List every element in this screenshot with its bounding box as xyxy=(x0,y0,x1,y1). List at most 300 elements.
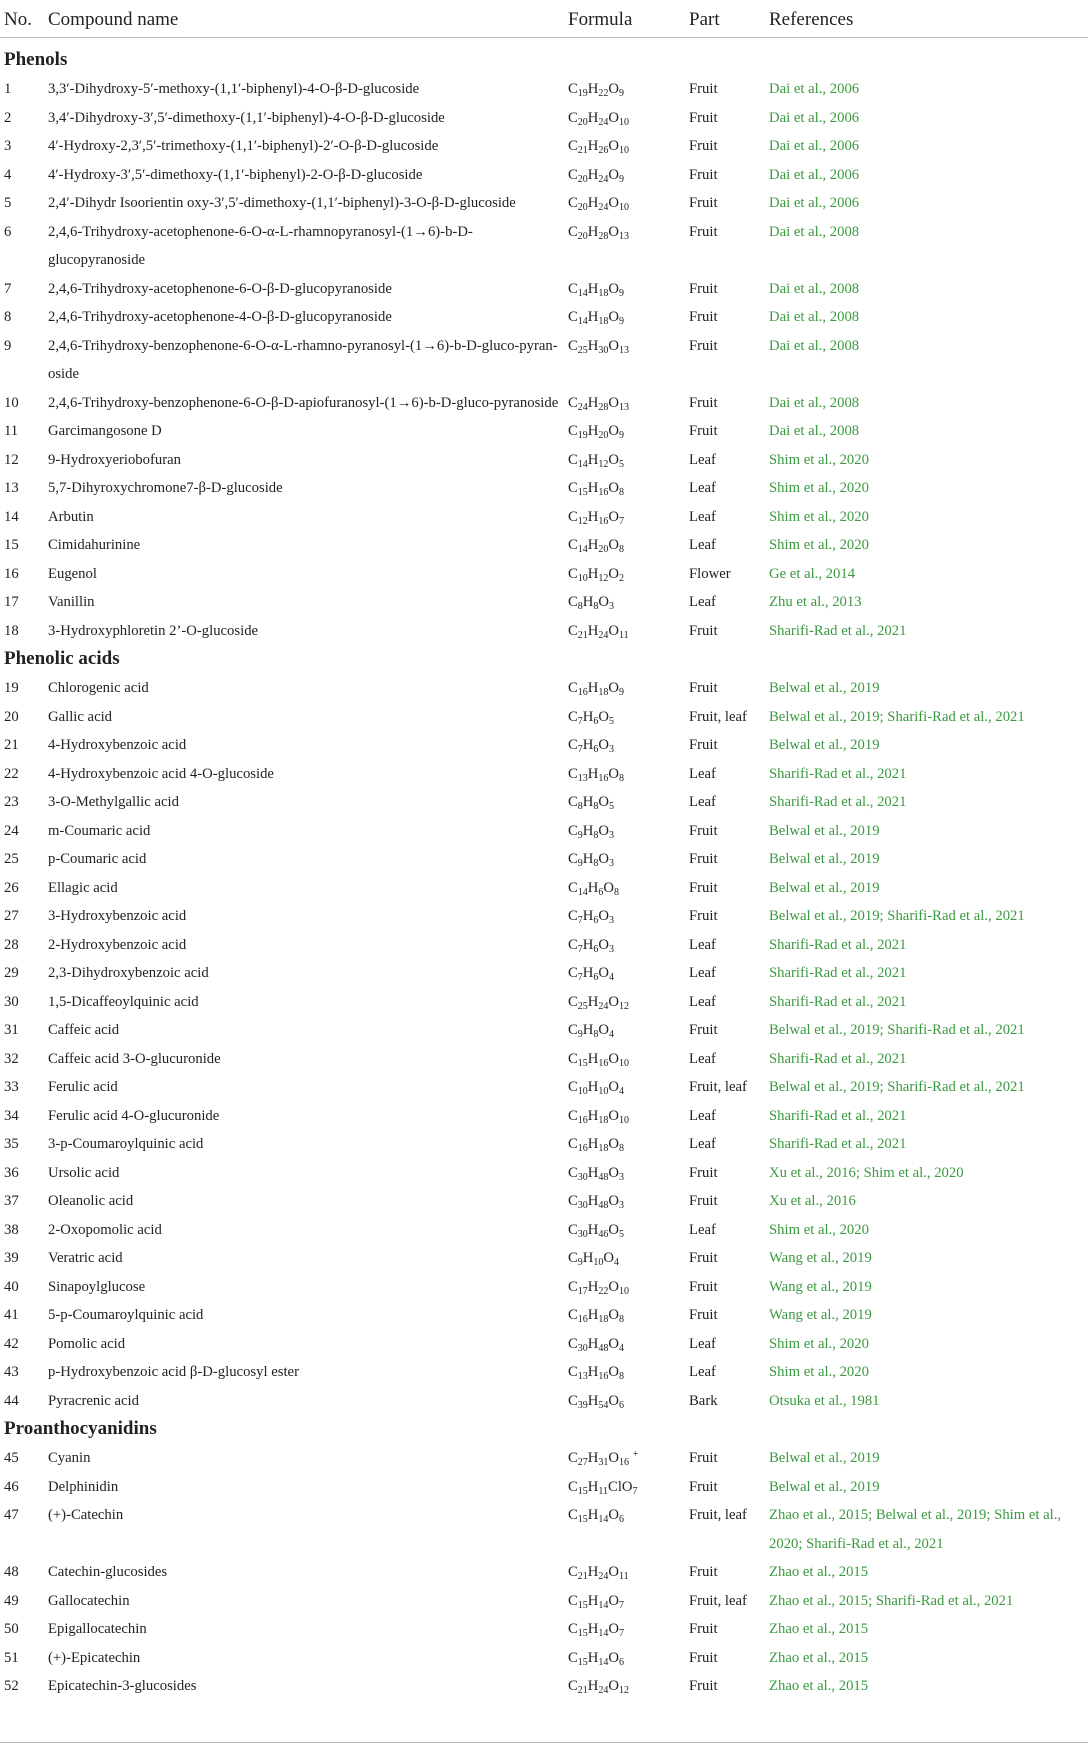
formula: $C_{20}H_{24}O_{10}$ xyxy=(568,195,630,213)
plant-part: Leaf xyxy=(689,451,716,468)
table-row xyxy=(0,1159,1088,1188)
plant-part: Fruit xyxy=(689,1250,718,1266)
formula: $C_{30}H_{48}O_4$ xyxy=(568,1335,625,1354)
row-number: 29 xyxy=(4,965,19,981)
compound-name: Sinapoylglucose xyxy=(48,1278,146,1295)
formula: $C_{21}H_{24}O_{11}$ xyxy=(568,622,629,641)
references[interactable]: Zhao et al., 2015; Sharifi-Rad et al., 2021 xyxy=(769,1592,1014,1609)
references[interactable]: Zhao et al., 2015 xyxy=(769,1678,869,1694)
table-row xyxy=(0,931,1088,960)
compound-name: Eugenol xyxy=(48,565,97,582)
row-number: 9 xyxy=(4,337,12,354)
formula: $C_8H_8O_5$ xyxy=(568,794,615,812)
row-number: 49 xyxy=(4,1592,19,1609)
compound-name: Gallic acid xyxy=(48,708,113,725)
compound-name: Chlorogenic acid xyxy=(48,680,149,696)
references[interactable]: Xu et al., 2016 xyxy=(769,1193,856,1209)
references[interactable]: Shim et al., 2020 xyxy=(769,1221,869,1238)
plant-part: Fruit xyxy=(689,879,718,896)
plant-part: Fruit xyxy=(689,1022,718,1038)
table-row xyxy=(0,1501,1088,1558)
row-number: 42 xyxy=(4,1335,19,1352)
section-heading-row xyxy=(0,645,1088,674)
formula: $C_{16}H_{18}O_8$ xyxy=(568,1136,625,1154)
references[interactable]: Zhu et al., 2013 xyxy=(769,594,862,610)
table-row xyxy=(0,389,1088,418)
plant-part: Bark xyxy=(689,1392,718,1409)
plant-part: Fruit xyxy=(689,622,718,639)
references[interactable]: Dai et al., 2006 xyxy=(769,166,860,183)
formula: $C_{19}H_{22}O_9$ xyxy=(568,81,625,99)
references[interactable]: Xu et al., 2016; Shim et al., 2020 xyxy=(769,1164,964,1181)
table-row xyxy=(0,1587,1088,1616)
compound-name: 4′-Hydroxy-3′,5′-dimethoxy-(1,1′-biphenyl)-2-O-β-D-glucoside xyxy=(48,166,423,183)
table-row xyxy=(0,1102,1088,1131)
formula: $C_{20}H_{24}O_9$ xyxy=(568,166,625,185)
formula: $C_{16}H_{18}O_8$ xyxy=(568,1307,625,1325)
references[interactable]: Dai et al., 2008 xyxy=(769,394,860,411)
row-number: 25 xyxy=(4,851,19,867)
table-row xyxy=(0,75,1088,104)
row-number: 11 xyxy=(4,423,19,439)
formula: $C_{14}H_{18}O_9$ xyxy=(568,280,625,299)
references[interactable]: Wang et al., 2019 xyxy=(769,1278,872,1295)
compound-name: Epicatechin-3-glucosides xyxy=(48,1678,197,1694)
table-header-row xyxy=(0,0,1088,39)
references[interactable]: Dai et al., 2006 xyxy=(769,195,860,211)
plant-part: Fruit xyxy=(689,280,718,297)
formula: $C_{15}H_{16}O_8$ xyxy=(568,480,625,498)
references[interactable]: Dai et al., 2008 xyxy=(769,423,860,439)
formula: $C_9H_8O_3$ xyxy=(568,822,615,841)
row-number: 45 xyxy=(4,1450,19,1466)
formula: $C_{16}H_{18}O_9$ xyxy=(568,680,625,698)
table-row xyxy=(0,1330,1088,1359)
row-number: 28 xyxy=(4,936,19,953)
plant-part: Fruit xyxy=(689,1164,718,1181)
plant-part: Fruit xyxy=(689,138,718,154)
references[interactable]: Belwal et al., 2019 xyxy=(769,1450,880,1466)
formula: $C_8H_8O_3$ xyxy=(568,594,615,612)
references[interactable]: Belwal et al., 2019 xyxy=(769,1478,880,1495)
table-row xyxy=(0,1016,1088,1045)
references[interactable]: Otsuka et al., 1981 xyxy=(769,1392,880,1409)
formula: $C_9H_{10}O_4$ xyxy=(568,1250,620,1268)
section-title: Proanthocyanidins xyxy=(4,1418,157,1439)
table-row xyxy=(0,902,1088,931)
plant-part: Fruit xyxy=(689,423,718,439)
references[interactable]: Shim et al., 2020 xyxy=(769,451,869,468)
table-row xyxy=(0,788,1088,817)
formula: $C_{10}H_{10}O_4$ xyxy=(568,1079,625,1097)
compound-name: Pyracrenic acid xyxy=(48,1392,139,1409)
plant-part: Fruit xyxy=(689,1621,718,1637)
references[interactable]: Dai et al., 2008 xyxy=(769,309,860,325)
header-formula: Formula xyxy=(568,8,633,30)
compound-name: 5,7-Dihyroxychromone7-β-D-glucoside xyxy=(48,480,283,496)
compound-name: Gallocatechin xyxy=(48,1592,130,1609)
plant-part: Leaf xyxy=(689,765,716,782)
row-number: 17 xyxy=(4,594,19,610)
references[interactable]: Wang et al., 2019 xyxy=(769,1307,872,1323)
formula: $C_{14}H_6O_8$ xyxy=(568,879,620,898)
table-row xyxy=(0,132,1088,161)
references[interactable]: Sharifi-Rad et al., 2021 xyxy=(769,936,907,953)
row-number: 18 xyxy=(4,622,19,639)
row-number: 51 xyxy=(4,1649,19,1666)
compound-name: 1,5-Dicaffeoylquinic acid xyxy=(48,993,199,1010)
table-row xyxy=(0,588,1088,617)
compound-name: Caffeic acid 3-O-glucuronide xyxy=(48,1050,221,1067)
plant-part: Leaf xyxy=(689,1107,716,1124)
row-number: 5 xyxy=(4,195,12,211)
formula: $C_{10}H_{12}O_2$ xyxy=(568,565,625,584)
row-number: 35 xyxy=(4,1136,19,1152)
formula: $C_{15}H_{14}O_7$ xyxy=(568,1621,625,1639)
references[interactable]: Zhao et al., 2015 xyxy=(769,1649,869,1666)
header-rule xyxy=(0,37,1088,38)
formula: $C_{16}H_{18}O_{10}$ xyxy=(568,1107,630,1126)
compound-name: Arbutin xyxy=(48,508,94,525)
table-row xyxy=(0,1473,1088,1502)
formula: $C_{20}H_{28}O_{13}$ xyxy=(568,223,630,242)
references[interactable]: Belwal et al., 2019; Sharifi-Rad et al., 2021 xyxy=(769,1079,1025,1095)
row-number: 37 xyxy=(4,1193,19,1209)
row-number: 38 xyxy=(4,1221,19,1238)
compound-name: Epigallocatechin xyxy=(48,1621,147,1637)
plant-part: Fruit xyxy=(689,1278,718,1295)
header-part: Part xyxy=(689,8,720,30)
row-number: 30 xyxy=(4,993,19,1010)
formula: $C_{15}H_{11}ClO_7$ xyxy=(568,1478,638,1497)
references[interactable]: Sharifi-Rad et al., 2021 xyxy=(769,965,907,981)
references[interactable]: Belwal et al., 2019; Sharifi-Rad et al., 2021 xyxy=(769,1022,1025,1038)
plant-part: Fruit, leaf xyxy=(689,708,747,725)
table-row xyxy=(0,874,1088,903)
references[interactable]: Wang et al., 2019 xyxy=(769,1250,872,1266)
plant-part: Fruit xyxy=(689,195,718,211)
references[interactable]: Sharifi-Rad et al., 2021 xyxy=(769,1050,907,1067)
table-row xyxy=(0,1444,1088,1473)
references[interactable]: Belwal et al., 2019 xyxy=(769,879,880,896)
table-row xyxy=(0,959,1088,988)
plant-part: Fruit xyxy=(689,337,718,354)
table-row xyxy=(0,1644,1088,1673)
references[interactable]: Shim et al., 2020 xyxy=(769,480,869,496)
table-row xyxy=(0,1130,1088,1159)
table-row xyxy=(0,1073,1088,1102)
plant-part: Fruit xyxy=(689,737,718,753)
row-number: 12 xyxy=(4,451,19,468)
compound-name: 3-Hydroxybenzoic acid xyxy=(48,908,187,924)
references[interactable]: Zhao et al., 2015 xyxy=(769,1621,869,1637)
row-number: 13 xyxy=(4,480,19,496)
table-row xyxy=(0,1615,1088,1644)
compound-name: Ursolic acid xyxy=(48,1164,120,1181)
compound-name: 2-Hydroxybenzoic acid xyxy=(48,936,187,953)
references[interactable]: Dai et al., 2006 xyxy=(769,109,860,126)
table-row xyxy=(0,617,1088,646)
section-heading-row xyxy=(0,39,1088,75)
table-row xyxy=(0,332,1088,389)
plant-part: Fruit xyxy=(689,166,718,183)
table-row xyxy=(0,275,1088,304)
table-row xyxy=(0,1045,1088,1074)
bottom-rule xyxy=(0,1742,1088,1743)
compound-name: Delphinidin xyxy=(48,1478,119,1495)
row-number: 36 xyxy=(4,1164,19,1181)
table-row xyxy=(0,845,1088,874)
compound-name: 3-Hydroxyphloretin 2’-O-glucoside xyxy=(48,622,259,639)
formula: $C_{15}H_{14}O_7$ xyxy=(568,1592,625,1611)
compound-name: 2-Oxopomolic acid xyxy=(48,1221,162,1238)
formula: $C_{12}H_{16}O_7$ xyxy=(568,508,625,527)
compound-name: 9-Hydroxyeriobofuran xyxy=(48,451,181,468)
row-number: 19 xyxy=(4,680,19,696)
plant-part: Fruit xyxy=(689,680,718,696)
references[interactable]: Belwal et al., 2019 xyxy=(769,851,880,867)
row-number: 23 xyxy=(4,794,19,810)
row-number: 10 xyxy=(4,394,19,411)
formula: $C_{13}H_{16}O_8$ xyxy=(568,1364,625,1382)
references[interactable]: Shim et al., 2020 xyxy=(769,537,869,553)
compound-name: (+)-Catechin xyxy=(48,1507,124,1523)
formula: $C_{21}H_{26}O_{10}$ xyxy=(568,138,630,156)
formula: $C_{25}H_{30}O_{13}$ xyxy=(568,337,630,356)
formula: $C_{15}H_{14}O_6$ xyxy=(568,1649,625,1668)
table-row xyxy=(0,1216,1088,1245)
formula: $C_7H_6O_4$ xyxy=(568,965,615,983)
table-row xyxy=(0,218,1088,275)
row-number: 44 xyxy=(4,1392,19,1409)
formula: $C_7H_6O_3$ xyxy=(568,908,615,926)
compound-name: Oleanolic acid xyxy=(48,1193,134,1209)
table-row xyxy=(0,1187,1088,1216)
plant-part: Fruit, leaf xyxy=(689,1079,747,1095)
compound-name: 3-O-Methylgallic acid xyxy=(48,794,179,810)
references[interactable]: Shim et al., 2020 xyxy=(769,1364,869,1380)
formula: $C_{25}H_{24}O_{12}$ xyxy=(568,993,630,1012)
row-number: 4 xyxy=(4,166,12,183)
table-row xyxy=(0,1672,1088,1701)
references[interactable]: Sharifi-Rad et al., 2021 xyxy=(769,622,907,639)
row-number: 34 xyxy=(4,1107,19,1124)
table-row xyxy=(0,1301,1088,1330)
references[interactable]: Shim et al., 2020 xyxy=(769,1335,869,1352)
compound-name: Ferulic acid 4-O-glucuronide xyxy=(48,1107,220,1124)
row-number: 16 xyxy=(4,565,19,582)
formula: $C_7H_6O_3$ xyxy=(568,737,615,755)
references[interactable]: Dai et al., 2008 xyxy=(769,337,860,354)
compound-name: Cyanin xyxy=(48,1450,91,1466)
references[interactable]: Belwal et al., 2019 xyxy=(769,737,880,753)
row-number: 2 xyxy=(4,109,12,126)
compound-name: 4-Hydroxybenzoic acid 4-O-glucoside xyxy=(48,765,274,782)
formula: $C_{30}H_{48}O_3$ xyxy=(568,1193,625,1211)
row-number: 20 xyxy=(4,708,19,725)
table-row xyxy=(0,161,1088,190)
compound-name: 2,4,6-Trihydroxy-benzophenone-6-O-α-L-rhamno-pyranosyl-(1→6)-b-D-gluco-pyran-oside xyxy=(48,337,558,382)
table-row xyxy=(0,703,1088,732)
formula: $C_{20}H_{24}O_{10}$ xyxy=(568,109,630,128)
table-body xyxy=(0,39,1088,1701)
table-row xyxy=(0,1244,1088,1273)
compound-name: p-Coumaric acid xyxy=(48,851,147,867)
table-row xyxy=(0,189,1088,218)
formula: $C_{30}H_{46}O_5$ xyxy=(568,1221,625,1240)
compound-name: p-Hydroxybenzoic acid β-D-glucosyl ester xyxy=(48,1364,299,1380)
formula: $C_{21}H_{24}O_{12}$ xyxy=(568,1678,630,1696)
row-number: 39 xyxy=(4,1250,19,1266)
row-number: 43 xyxy=(4,1364,19,1380)
plant-part: Leaf xyxy=(689,1221,716,1238)
table-row xyxy=(0,474,1088,503)
formula: $C_{15}H_{14}O_6$ xyxy=(568,1507,625,1525)
formula: $C_7H_6O_3$ xyxy=(568,936,615,955)
plant-part: Fruit xyxy=(689,1649,718,1666)
section-heading-row xyxy=(0,1415,1088,1444)
table-row xyxy=(0,988,1088,1017)
table-row xyxy=(0,104,1088,133)
formula: $C_{17}H_{22}O_{10}$ xyxy=(568,1278,630,1297)
plant-part: Leaf xyxy=(689,594,716,610)
row-number: 47 xyxy=(4,1507,19,1523)
plant-part: Fruit xyxy=(689,109,718,126)
plant-part: Leaf xyxy=(689,1050,716,1067)
formula: $C_{14}H_{18}O_9$ xyxy=(568,309,625,327)
compound-name: 3,4′-Dihydroxy-3′,5′-dimethoxy-(1,1′-biphenyl)-4-O-β-D-glucoside xyxy=(48,109,445,126)
compound-name: 3-p-Coumaroylquinic acid xyxy=(48,1136,204,1152)
table-row xyxy=(0,1387,1088,1416)
table-row xyxy=(0,674,1088,703)
row-number: 6 xyxy=(4,223,12,240)
row-number: 50 xyxy=(4,1621,19,1637)
references[interactable]: Zhao et al., 2015; Belwal et al., 2019; Shim et al., 2020; Sharifi-Rad et al., 2021 xyxy=(769,1507,1062,1552)
row-number: 15 xyxy=(4,537,19,553)
formula: $C_{24}H_{28}O_{13}$ xyxy=(568,394,630,413)
formula: $C_{30}H_{48}O_3$ xyxy=(568,1164,625,1183)
compound-name: 3,3′-Dihydroxy-5′-methoxy-(1,1′-biphenyl)-4-O-β-D-glucoside xyxy=(48,81,420,97)
references[interactable]: Shim et al., 2020 xyxy=(769,508,869,525)
references[interactable]: Zhao et al., 2015 xyxy=(769,1564,869,1580)
references[interactable]: Sharifi-Rad et al., 2021 xyxy=(769,765,907,782)
row-number: 48 xyxy=(4,1564,19,1580)
plant-part: Leaf xyxy=(689,1335,716,1352)
plant-part: Leaf xyxy=(689,480,716,496)
plant-part: Fruit xyxy=(689,1478,718,1495)
row-number: 33 xyxy=(4,1079,19,1095)
row-number: 31 xyxy=(4,1022,19,1038)
compound-name: 2,3-Dihydroxybenzoic acid xyxy=(48,965,209,981)
plant-part: Leaf xyxy=(689,1136,716,1152)
table-row xyxy=(0,446,1088,475)
header-no: No. xyxy=(4,8,32,30)
plant-part: Leaf xyxy=(689,794,716,810)
plant-part: Leaf xyxy=(689,508,716,525)
compound-name: m-Coumaric acid xyxy=(48,822,151,839)
compound-name: 2,4,6-Trihydroxy-acetophenone-6-O-β-D-glucopyranoside xyxy=(48,280,392,297)
references[interactable]: Belwal et al., 2019; Sharifi-Rad et al., 2021 xyxy=(769,908,1025,924)
references[interactable]: Dai et al., 2006 xyxy=(769,138,860,154)
row-number: 32 xyxy=(4,1050,19,1067)
compound-name: Cimidahurinine xyxy=(48,537,141,553)
formula: $C_{19}H_{20}O_9$ xyxy=(568,423,625,441)
table-row xyxy=(0,417,1088,446)
table-row xyxy=(0,1558,1088,1587)
plant-part: Fruit xyxy=(689,1193,718,1209)
references[interactable]: Ge et al., 2014 xyxy=(769,565,856,582)
formula: $C_9H_8O_4$ xyxy=(568,1022,615,1040)
plant-part: Leaf xyxy=(689,1364,716,1380)
section-title: Phenolic acids xyxy=(4,648,120,669)
table-row xyxy=(0,731,1088,760)
row-number: 27 xyxy=(4,908,19,924)
compound-name: 4′-Hydroxy-2,3′,5′-trimethoxy-(1,1′-biphenyl)-2′-O-β-D-glucoside xyxy=(48,138,439,154)
table-row xyxy=(0,560,1088,589)
plant-part: Fruit xyxy=(689,309,718,325)
compound-name: (+)-Epicatechin xyxy=(48,1649,141,1666)
references[interactable]: Belwal et al., 2019 xyxy=(769,822,880,839)
row-number: 22 xyxy=(4,765,19,782)
row-number: 8 xyxy=(4,309,12,325)
compound-name: Catechin-glucosides xyxy=(48,1564,168,1580)
table-row xyxy=(0,303,1088,332)
compound-name: 4-Hydroxybenzoic acid xyxy=(48,737,187,753)
table-row xyxy=(0,1273,1088,1302)
row-number: 3 xyxy=(4,138,12,154)
formula: $C_7H_6O_5$ xyxy=(568,708,615,727)
row-number: 14 xyxy=(4,508,19,525)
row-number: 26 xyxy=(4,879,19,896)
compound-name: Pomolic acid xyxy=(48,1335,126,1352)
plant-part: Leaf xyxy=(689,965,716,981)
compound-name: Caffeic acid xyxy=(48,1022,120,1038)
references[interactable]: Dai et al., 2008 xyxy=(769,223,860,240)
compound-name: 2,4,6-Trihydroxy-benzophenone-6-O-β-D-apiofuranosyl-(1→6)-b-D-gluco-pyranoside xyxy=(48,394,559,411)
compound-name: Garcimangosone D xyxy=(48,423,162,439)
references[interactable]: Dai et al., 2006 xyxy=(769,81,860,97)
references[interactable]: Belwal et al., 2019; Sharifi-Rad et al., 2021 xyxy=(769,708,1025,725)
formula: $C_{21}H_{24}O_{11}$ xyxy=(568,1564,629,1582)
formula: $C_{27}H_{31}O_{16}$ + xyxy=(568,1449,639,1468)
plant-part: Leaf xyxy=(689,537,716,553)
compound-name: 2,4,6-Trihydroxy-acetophenone-4-O-β-D-glucopyranoside xyxy=(48,309,392,325)
references[interactable]: Sharifi-Rad et al., 2021 xyxy=(769,993,907,1010)
row-number: 24 xyxy=(4,822,19,839)
references[interactable]: Dai et al., 2008 xyxy=(769,280,860,297)
references[interactable]: Sharifi-Rad et al., 2021 xyxy=(769,1107,907,1124)
references[interactable]: Sharifi-Rad et al., 2021 xyxy=(769,1136,907,1152)
section-title: Phenols xyxy=(4,49,68,70)
plant-part: Fruit xyxy=(689,822,718,839)
plant-part: Fruit xyxy=(689,1307,718,1323)
row-number: 7 xyxy=(4,280,12,297)
plant-part: Leaf xyxy=(689,993,716,1010)
references[interactable]: Sharifi-Rad et al., 2021 xyxy=(769,794,907,810)
formula: $C_9H_8O_3$ xyxy=(568,851,615,869)
table-row xyxy=(0,531,1088,560)
compound-name: 2,4′-Dihydr Isoorientin oxy-3′,5′-dimethoxy-(1,1′-biphenyl)-3-O-β-D-glucoside xyxy=(48,195,516,211)
header-compound-name: Compound name xyxy=(48,8,179,30)
row-number: 41 xyxy=(4,1307,19,1323)
header-references: References xyxy=(769,8,854,30)
formula: $C_{39}H_{54}O_6$ xyxy=(568,1392,625,1411)
plant-part: Fruit, leaf xyxy=(689,1592,747,1609)
table-row xyxy=(0,760,1088,789)
formula: $C_{15}H_{16}O_{10}$ xyxy=(568,1050,630,1069)
plant-part: Fruit xyxy=(689,1450,718,1466)
references[interactable]: Belwal et al., 2019 xyxy=(769,680,880,696)
